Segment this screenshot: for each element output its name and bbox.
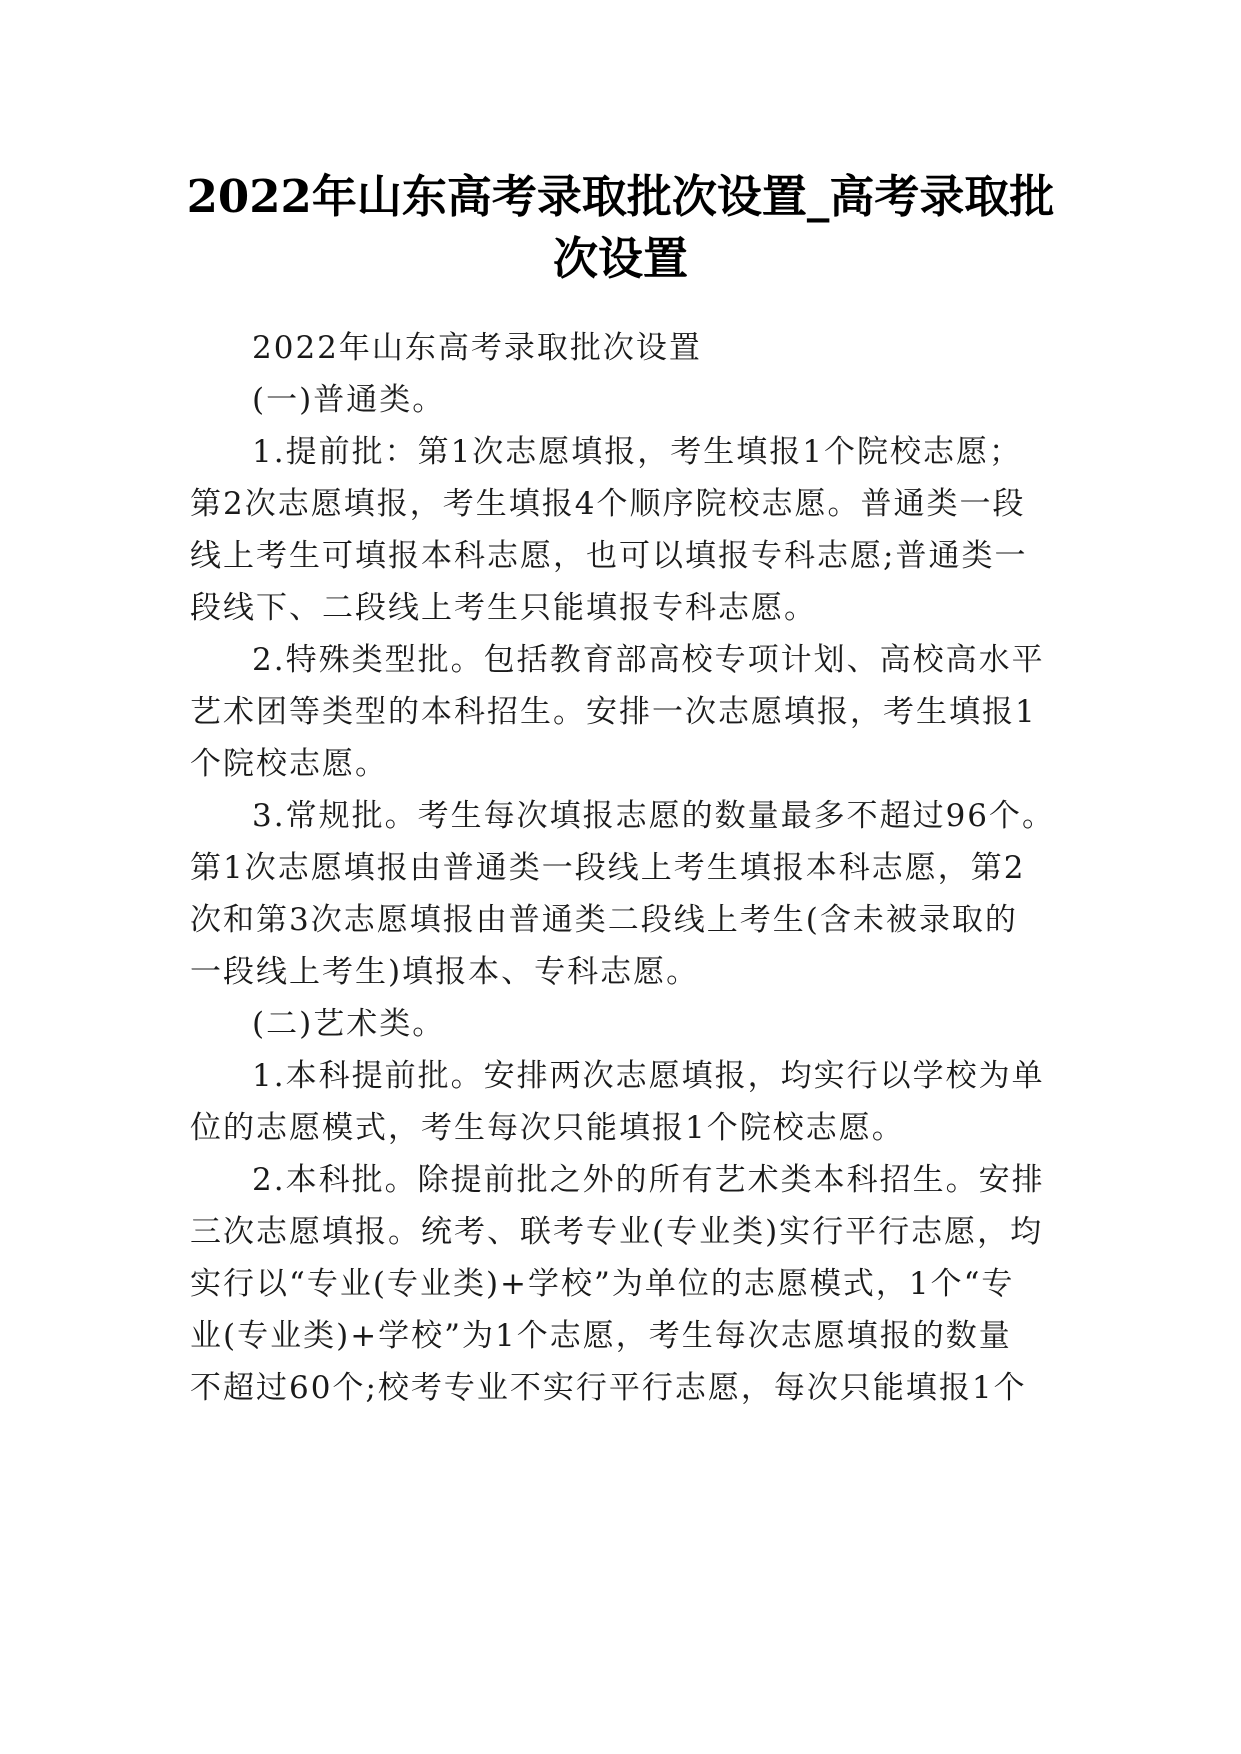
body-line: 第1次志愿填报由普通类一段线上考生填报本科志愿，第2 — [190, 850, 1026, 886]
body-line: 2022年山东高考录取批次设置 — [252, 330, 702, 366]
body-line: 3.常规批。考生每次填报志愿的数量最多不超过96个。 — [252, 798, 1056, 834]
body-line: 位的志愿模式，考生每次只能填报1个院校志愿。 — [190, 1110, 905, 1146]
body-line: (二)艺术类。 — [252, 1006, 446, 1042]
body-line: 2.本科批。除提前批之外的所有艺术类本科招生。安排 — [252, 1162, 1045, 1198]
body-line: 一段线上考生)填报本、专科志愿。 — [190, 954, 700, 990]
document-title-line-1: 2022年山东高考录取批次设置_高考录取批 — [186, 170, 1055, 223]
body-line: 个院校志愿。 — [190, 746, 388, 782]
body-line: 次和第3次志愿填报由普通类二段线上考生(含未被录取的 — [190, 902, 1018, 938]
body-line: 业(专业类)+学校”为1个志愿，考生每次志愿填报的数量 — [190, 1318, 1012, 1354]
body-line: 2.特殊类型批。包括教育部高校专项计划、高校高水平 — [252, 642, 1045, 678]
body-line: 线上考生可填报本科志愿，也可以填报专科志愿;普通类一 — [190, 538, 1028, 574]
body-line: 实行以“专业(专业类)+学校”为单位的志愿模式，1个“专 — [190, 1266, 1015, 1302]
body-line: 艺术团等类型的本科招生。安排一次志愿填报，考生填报1 — [190, 694, 1037, 730]
body-line: 1.提前批：第1次志愿填报，考生填报1个院校志愿； — [252, 434, 1023, 470]
body-line: 1.本科提前批。安排两次志愿填报，均实行以学校为单 — [252, 1058, 1045, 1094]
document-title-line-2: 次设置 — [552, 232, 688, 285]
body-line: 段线下、二段线上考生只能填报专科志愿。 — [190, 590, 817, 626]
body-line: 不超过60个;校考专业不实行平行志愿，每次只能填报1个 — [190, 1370, 1027, 1406]
body-line: 第2次志愿填报，考生填报4个顺序院校志愿。普通类一段 — [190, 486, 1026, 522]
body-line: (一)普通类。 — [252, 382, 446, 418]
body-line: 三次志愿填报。统考、联考专业(专业类)实行平行志愿，均 — [190, 1214, 1044, 1250]
